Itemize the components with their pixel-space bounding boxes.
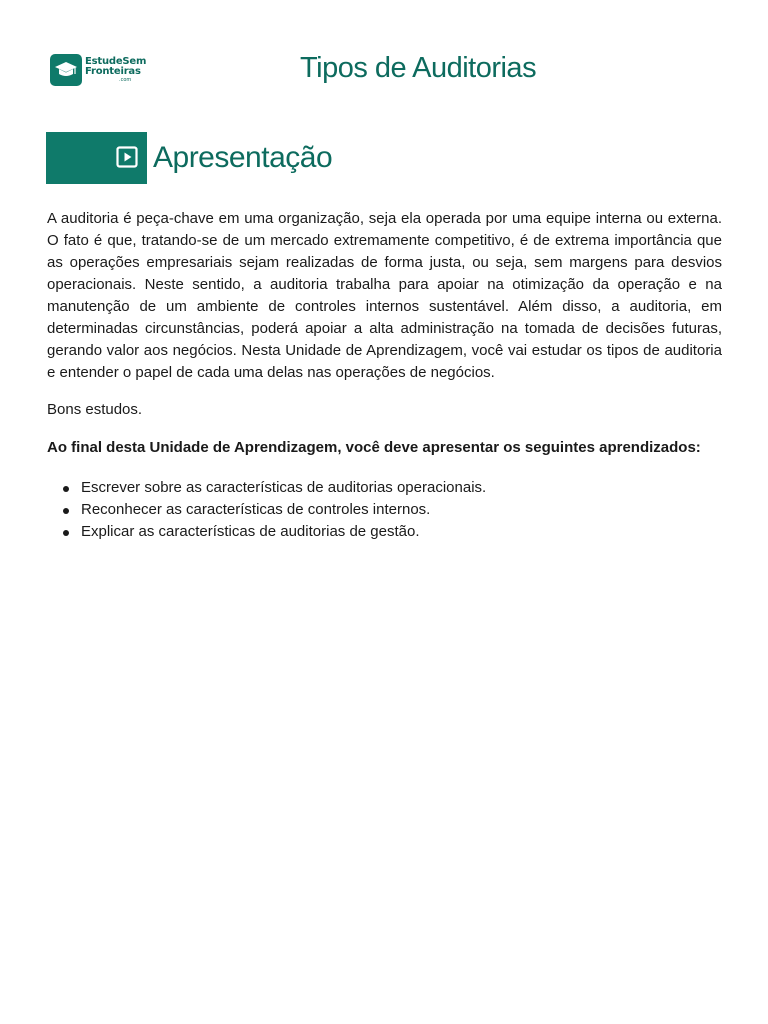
logo-text-line2: Fronteiras [85,66,141,77]
list-item: Escrever sobre as características de auditorias operacionais. [81,477,722,499]
objectives-list [47,477,722,543]
section-header [46,132,332,184]
document-title: Tipos de Auditorias [300,52,537,84]
logo-text [85,57,146,83]
play-icon [116,146,138,168]
logo [50,54,146,86]
list-item: Explicar as características de auditorias de gestão. [81,521,722,543]
list-item: Reconhecer as características de controles internos. [81,499,722,521]
graduation-cap-icon [54,61,78,79]
section-title: Apresentação [153,141,333,174]
logo-text-line1: EstudeSem [85,56,147,67]
logo-badge [50,54,82,86]
intro-paragraph: A auditoria é peça-chave em uma organização, seja ela operada por uma equipe interna ou externa. O fato é que, tratando-se de um mercado extremamente competitivo, é de extrema importância que as operações empresariais sejam realizadas de forma justa, ou seja, sem margens para desvios operacionais. Neste sentido, a auditoria trabalha para apoiar na otimização da operação e na manutenção de um ambiente de controles internos sustentável. Além disso, a auditoria, em determinadas circunstâncias, poderá apoiar a alta administração na tomada de decisões futuras, gerando valor aos negócios. Nesta Unidade de Aprendizagem, você vai estudar os tipos de auditoria e entender o papel de cada uma delas nas operações de negócios. [47,210,722,381]
section-accent-bar [46,132,147,184]
greeting-text: Bons estudos. [47,401,143,418]
logo-text-line3: .com [119,77,132,83]
objectives-heading: Ao final desta Unidade de Aprendizagem, você deve apresentar os seguintes aprendizados: [47,439,701,456]
main-content [47,208,722,543]
page-header [0,0,768,110]
